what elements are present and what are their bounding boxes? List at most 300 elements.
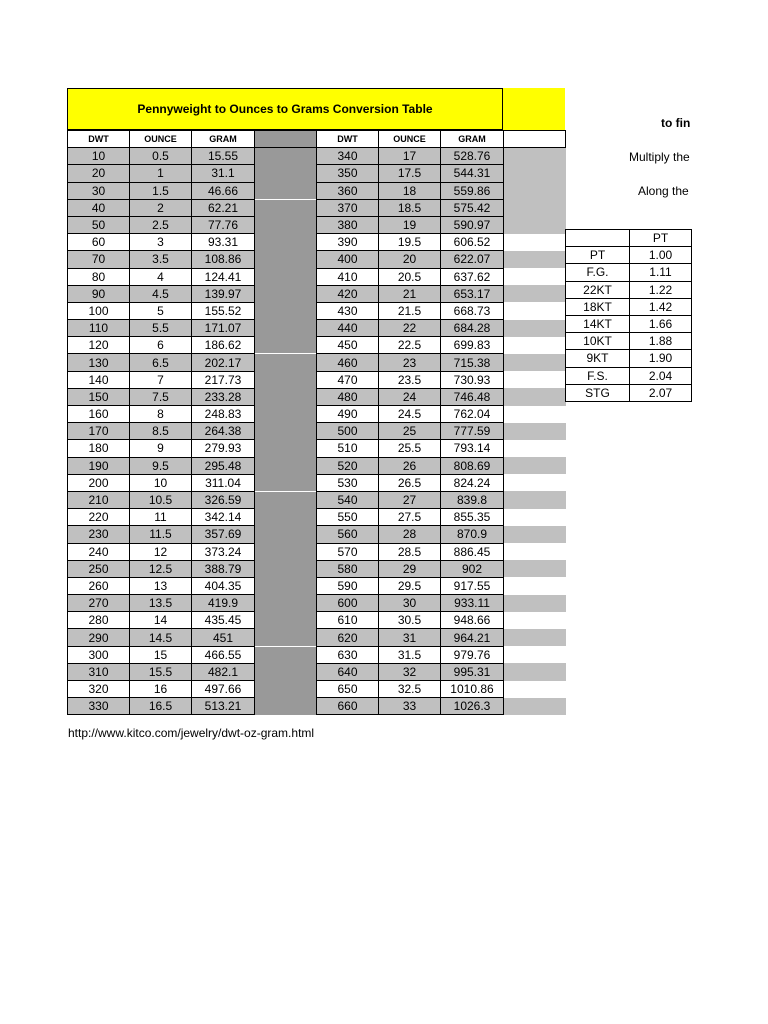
dwt-cell: 590 (317, 577, 379, 594)
ounce-cell: 4.5 (130, 285, 192, 302)
gram-cell: 917.55 (441, 577, 504, 594)
side-note-line2: Along the (638, 184, 689, 198)
dwt-cell: 290 (68, 629, 130, 646)
ounce-cell: 31.5 (379, 646, 441, 663)
gram-cell: 15.55 (192, 148, 255, 165)
dwt-cell: 70 (68, 251, 130, 268)
alloy-row (566, 281, 692, 298)
dwt-cell: 280 (68, 612, 130, 629)
dwt-cell: 450 (317, 337, 379, 354)
dwt-cell: 640 (317, 663, 379, 680)
gram-cell: 186.62 (192, 337, 255, 354)
gram-cell: 311.04 (192, 474, 255, 491)
gram-cell: 637.62 (441, 268, 504, 285)
alloy-name-cell: 9KT (566, 350, 630, 367)
ounce-cell: 2 (130, 199, 192, 216)
alloy-name-cell (566, 230, 630, 247)
dwt-cell: 360 (317, 182, 379, 199)
alloy-row (566, 333, 692, 350)
gram-cell: 419.9 (192, 595, 255, 612)
gram-cell: 559.86 (441, 182, 504, 199)
ounce-cell: 11 (130, 509, 192, 526)
dwt-cell: 80 (68, 268, 130, 285)
dwt-cell: 130 (68, 354, 130, 371)
dwt-cell: 340 (317, 148, 379, 165)
dwt-cell: 480 (317, 388, 379, 405)
side-note-heading: to fin (661, 116, 691, 130)
ounce-cell: 1 (130, 165, 192, 182)
conversion-table-body (68, 148, 566, 715)
tail-cell (504, 681, 566, 698)
tail-cell (504, 371, 566, 388)
tail-cell (504, 302, 566, 319)
gram-cell: 684.28 (441, 320, 504, 337)
tail-cell (504, 354, 566, 371)
gram-cell: 46.66 (192, 182, 255, 199)
ounce-cell: 16 (130, 681, 192, 698)
table-row (68, 457, 566, 474)
ounce-cell: 3.5 (130, 251, 192, 268)
table-row (68, 354, 566, 371)
table-row (68, 595, 566, 612)
ounce-cell: 15.5 (130, 663, 192, 680)
ounce-cell: 12 (130, 543, 192, 560)
gram-cell: 808.69 (441, 457, 504, 474)
tail-cell (504, 285, 566, 302)
gram-cell: 715.38 (441, 354, 504, 371)
dwt-cell: 210 (68, 491, 130, 508)
gram-cell: 513.21 (192, 698, 255, 715)
alloy-factor-cell: 1.42 (630, 298, 692, 315)
tail-cell (504, 182, 566, 199)
header-gram-left: GRAM (192, 131, 255, 148)
alloy-factor-cell: 2.07 (630, 384, 692, 401)
ounce-cell: 8.5 (130, 423, 192, 440)
alloy-factor-cell: 1.11 (630, 264, 692, 281)
alloy-row (566, 384, 692, 401)
alloy-factor-cell: 1.88 (630, 333, 692, 350)
alloy-factor-cell: PT (630, 230, 692, 247)
alloy-factor-cell: 2.04 (630, 367, 692, 384)
tail-cell (504, 560, 566, 577)
dwt-cell: 90 (68, 285, 130, 302)
ounce-cell: 32.5 (379, 681, 441, 698)
tail-cell (504, 148, 566, 165)
dwt-cell: 620 (317, 629, 379, 646)
gram-cell: 124.41 (192, 268, 255, 285)
dwt-cell: 610 (317, 612, 379, 629)
source-url: http://www.kitco.com/jewelry/dwt-oz-gram.html (68, 726, 315, 740)
gap-cell (255, 268, 317, 285)
table-row (68, 629, 566, 646)
tail-cell (504, 388, 566, 405)
gram-cell: 622.07 (441, 251, 504, 268)
gap-cell (255, 320, 317, 337)
gram-cell: 1026.3 (441, 698, 504, 715)
table-row (68, 560, 566, 577)
gram-cell: 171.07 (192, 320, 255, 337)
ounce-cell: 28 (379, 526, 441, 543)
dwt-cell: 150 (68, 388, 130, 405)
ounce-cell: 19 (379, 216, 441, 233)
gram-cell: 466.55 (192, 646, 255, 663)
alloy-row (566, 298, 692, 315)
dwt-cell: 410 (317, 268, 379, 285)
gap-cell (255, 560, 317, 577)
ounce-cell: 0.5 (130, 148, 192, 165)
dwt-cell: 500 (317, 423, 379, 440)
dwt-cell: 110 (68, 320, 130, 337)
gram-cell: 933.11 (441, 595, 504, 612)
ounce-cell: 27 (379, 491, 441, 508)
gram-cell: 793.14 (441, 440, 504, 457)
gap-cell (255, 612, 317, 629)
tail-cell (504, 320, 566, 337)
gap-cell (255, 526, 317, 543)
ounce-cell: 23 (379, 354, 441, 371)
gap-cell (255, 509, 317, 526)
gram-cell: 746.48 (441, 388, 504, 405)
ounce-cell: 13.5 (130, 595, 192, 612)
conversion-table (67, 130, 566, 715)
ounce-cell: 24 (379, 388, 441, 405)
dwt-cell: 490 (317, 406, 379, 423)
tail-cell (504, 612, 566, 629)
table-row (68, 234, 566, 251)
tail-cell (504, 698, 566, 715)
ounce-cell: 25 (379, 423, 441, 440)
gram-cell: 762.04 (441, 406, 504, 423)
ounce-cell: 26.5 (379, 474, 441, 491)
gram-cell: 31.1 (192, 165, 255, 182)
alloy-factor-cell: 1.22 (630, 281, 692, 298)
alloy-name-cell: PT (566, 247, 630, 264)
alloy-row (566, 264, 692, 281)
gram-cell: 870.9 (441, 526, 504, 543)
table-row (68, 406, 566, 423)
ounce-cell: 17.5 (379, 165, 441, 182)
tail-cell (504, 663, 566, 680)
ounce-cell: 24.5 (379, 406, 441, 423)
table-row (68, 320, 566, 337)
alloy-factor-cell: 1.90 (630, 350, 692, 367)
gram-cell: 155.52 (192, 302, 255, 319)
gram-cell: 482.1 (192, 663, 255, 680)
gap-cell (255, 457, 317, 474)
gram-cell: 202.17 (192, 354, 255, 371)
dwt-cell: 380 (317, 216, 379, 233)
table-row (68, 543, 566, 560)
dwt-cell: 320 (68, 681, 130, 698)
ounce-cell: 29 (379, 560, 441, 577)
gap-cell (255, 302, 317, 319)
header-gram-right: GRAM (441, 131, 504, 148)
gap-cell (255, 354, 317, 371)
tail-cell (504, 423, 566, 440)
ounce-cell: 33 (379, 698, 441, 715)
table-title-box (67, 88, 503, 130)
header-dwt-right: DWT (317, 131, 379, 148)
ounce-cell: 18 (379, 182, 441, 199)
gap-cell (255, 148, 317, 165)
gram-cell: 995.31 (441, 663, 504, 680)
gram-cell: 279.93 (192, 440, 255, 457)
table-row (68, 388, 566, 405)
gap-cell (255, 646, 317, 663)
ounce-cell: 22 (379, 320, 441, 337)
gram-cell: 606.52 (441, 234, 504, 251)
dwt-cell: 230 (68, 526, 130, 543)
ounce-cell: 32 (379, 663, 441, 680)
tail-cell (504, 509, 566, 526)
alloy-name-cell: STG (566, 384, 630, 401)
alloy-row (566, 367, 692, 384)
gap-cell (255, 440, 317, 457)
dwt-cell: 530 (317, 474, 379, 491)
table-row (68, 474, 566, 491)
gram-cell: 62.21 (192, 199, 255, 216)
table-row (68, 251, 566, 268)
gap-cell (255, 182, 317, 199)
ounce-cell: 5.5 (130, 320, 192, 337)
alloy-name-cell: F.S. (566, 367, 630, 384)
ounce-cell: 19.5 (379, 234, 441, 251)
dwt-cell: 310 (68, 663, 130, 680)
tail-cell (504, 234, 566, 251)
gram-cell: 451 (192, 629, 255, 646)
dwt-cell: 200 (68, 474, 130, 491)
gap-cell (255, 698, 317, 715)
gram-cell: 217.73 (192, 371, 255, 388)
gram-cell: 233.28 (192, 388, 255, 405)
gap-cell (255, 165, 317, 182)
table-row (68, 337, 566, 354)
dwt-cell: 250 (68, 560, 130, 577)
gram-cell: 668.73 (441, 302, 504, 319)
ounce-cell: 13 (130, 577, 192, 594)
dwt-cell: 300 (68, 646, 130, 663)
alloy-factor-cell: 1.00 (630, 247, 692, 264)
ounce-cell: 7 (130, 371, 192, 388)
ounce-cell: 16.5 (130, 698, 192, 715)
gram-cell: 295.48 (192, 457, 255, 474)
tail-header (504, 131, 566, 148)
dwt-cell: 440 (317, 320, 379, 337)
alloy-name-cell: 22KT (566, 281, 630, 298)
ounce-cell: 1.5 (130, 182, 192, 199)
table-row (68, 216, 566, 233)
gram-cell: 264.38 (192, 423, 255, 440)
dwt-cell: 460 (317, 354, 379, 371)
gap-cell (255, 595, 317, 612)
tail-cell (504, 337, 566, 354)
ounce-cell: 3 (130, 234, 192, 251)
gap-cell (255, 577, 317, 594)
table-row (68, 285, 566, 302)
ounce-cell: 10.5 (130, 491, 192, 508)
tail-cell (504, 457, 566, 474)
ounce-cell: 10 (130, 474, 192, 491)
gap-cell (255, 423, 317, 440)
table-row (68, 577, 566, 594)
gram-cell: 435.45 (192, 612, 255, 629)
dwt-cell: 370 (317, 199, 379, 216)
gram-cell: 653.17 (441, 285, 504, 302)
tail-cell (504, 199, 566, 216)
gram-cell: 590.97 (441, 216, 504, 233)
table-row (68, 509, 566, 526)
gap-cell (255, 663, 317, 680)
gram-cell: 93.31 (192, 234, 255, 251)
dwt-cell: 390 (317, 234, 379, 251)
ounce-cell: 25.5 (379, 440, 441, 457)
gram-cell: 139.97 (192, 285, 255, 302)
dwt-cell: 560 (317, 526, 379, 543)
gram-cell: 855.35 (441, 509, 504, 526)
gap-cell (255, 543, 317, 560)
dwt-cell: 220 (68, 509, 130, 526)
ounce-cell: 6 (130, 337, 192, 354)
ounce-cell: 30.5 (379, 612, 441, 629)
dwt-cell: 330 (68, 698, 130, 715)
alloy-row (566, 315, 692, 332)
dwt-cell: 550 (317, 509, 379, 526)
gap-cell (255, 234, 317, 251)
gap-cell (255, 216, 317, 233)
ounce-cell: 9 (130, 440, 192, 457)
ounce-cell: 26 (379, 457, 441, 474)
dwt-cell: 100 (68, 302, 130, 319)
gram-cell: 108.86 (192, 251, 255, 268)
alloy-row (566, 247, 692, 264)
tail-cell (504, 165, 566, 182)
dwt-cell: 400 (317, 251, 379, 268)
tail-cell (504, 526, 566, 543)
gram-cell: 575.42 (441, 199, 504, 216)
tail-cell (504, 491, 566, 508)
gram-cell: 979.76 (441, 646, 504, 663)
ounce-cell: 20 (379, 251, 441, 268)
dwt-cell: 160 (68, 406, 130, 423)
dwt-cell: 40 (68, 199, 130, 216)
gram-cell: 699.83 (441, 337, 504, 354)
alloy-name-cell: 18KT (566, 298, 630, 315)
alloy-table-body (566, 230, 692, 402)
ounce-cell: 8 (130, 406, 192, 423)
ounce-cell: 15 (130, 646, 192, 663)
ounce-cell: 5 (130, 302, 192, 319)
gram-cell: 497.66 (192, 681, 255, 698)
ounce-cell: 23.5 (379, 371, 441, 388)
dwt-cell: 350 (317, 165, 379, 182)
gap-cell (255, 371, 317, 388)
ounce-cell: 14.5 (130, 629, 192, 646)
gap-cell (255, 491, 317, 508)
table-row (68, 663, 566, 680)
ounce-cell: 14 (130, 612, 192, 629)
dwt-cell: 520 (317, 457, 379, 474)
dwt-cell: 630 (317, 646, 379, 663)
gram-cell: 544.31 (441, 165, 504, 182)
dwt-cell: 600 (317, 595, 379, 612)
header-ounce-right: OUNCE (379, 131, 441, 148)
gram-cell: 777.59 (441, 423, 504, 440)
ounce-cell: 12.5 (130, 560, 192, 577)
dwt-cell: 180 (68, 440, 130, 457)
tail-cell (504, 268, 566, 285)
dwt-cell: 650 (317, 681, 379, 698)
gram-cell: 326.59 (192, 491, 255, 508)
ounce-cell: 4 (130, 268, 192, 285)
ounce-cell: 21.5 (379, 302, 441, 319)
dwt-cell: 50 (68, 216, 130, 233)
alloy-name-cell: F.G. (566, 264, 630, 281)
dwt-cell: 580 (317, 560, 379, 577)
dwt-cell: 540 (317, 491, 379, 508)
table-row (68, 199, 566, 216)
ounce-cell: 7.5 (130, 388, 192, 405)
gram-cell: 528.76 (441, 148, 504, 165)
dwt-cell: 140 (68, 371, 130, 388)
ounce-cell: 28.5 (379, 543, 441, 560)
table-row (68, 491, 566, 508)
dwt-cell: 170 (68, 423, 130, 440)
table-title: Pennyweight to Ounces to Grams Conversion Table (137, 102, 433, 116)
ounce-cell: 31 (379, 629, 441, 646)
tail-cell (504, 595, 566, 612)
dwt-cell: 20 (68, 165, 130, 182)
ounce-cell: 30 (379, 595, 441, 612)
tail-cell (504, 577, 566, 594)
table-row (68, 182, 566, 199)
table-row (68, 681, 566, 698)
gram-cell: 404.35 (192, 577, 255, 594)
header-ounce-left: OUNCE (130, 131, 192, 148)
table-row (68, 371, 566, 388)
dwt-cell: 120 (68, 337, 130, 354)
gap-cell (255, 251, 317, 268)
table-row (68, 526, 566, 543)
header-row (68, 131, 566, 148)
gap-cell (255, 474, 317, 491)
ounce-cell: 29.5 (379, 577, 441, 594)
gram-cell: 357.69 (192, 526, 255, 543)
dwt-cell: 240 (68, 543, 130, 560)
alloy-factor-table (565, 229, 692, 402)
header-dwt-left: DWT (68, 131, 130, 148)
ounce-cell: 17 (379, 148, 441, 165)
tail-cell (504, 216, 566, 233)
gap-cell (255, 406, 317, 423)
tail-cell (504, 646, 566, 663)
ounce-cell: 11.5 (130, 526, 192, 543)
tail-cell (504, 629, 566, 646)
alloy-header-row (566, 230, 692, 247)
tail-cell (504, 543, 566, 560)
gram-cell: 886.45 (441, 543, 504, 560)
gram-cell: 388.79 (192, 560, 255, 577)
dwt-cell: 510 (317, 440, 379, 457)
dwt-cell: 260 (68, 577, 130, 594)
gram-cell: 948.66 (441, 612, 504, 629)
gap-cell (255, 285, 317, 302)
dwt-cell: 570 (317, 543, 379, 560)
table-row (68, 612, 566, 629)
gram-cell: 824.24 (441, 474, 504, 491)
gap-cell (255, 388, 317, 405)
table-row (68, 698, 566, 715)
table-row (68, 268, 566, 285)
